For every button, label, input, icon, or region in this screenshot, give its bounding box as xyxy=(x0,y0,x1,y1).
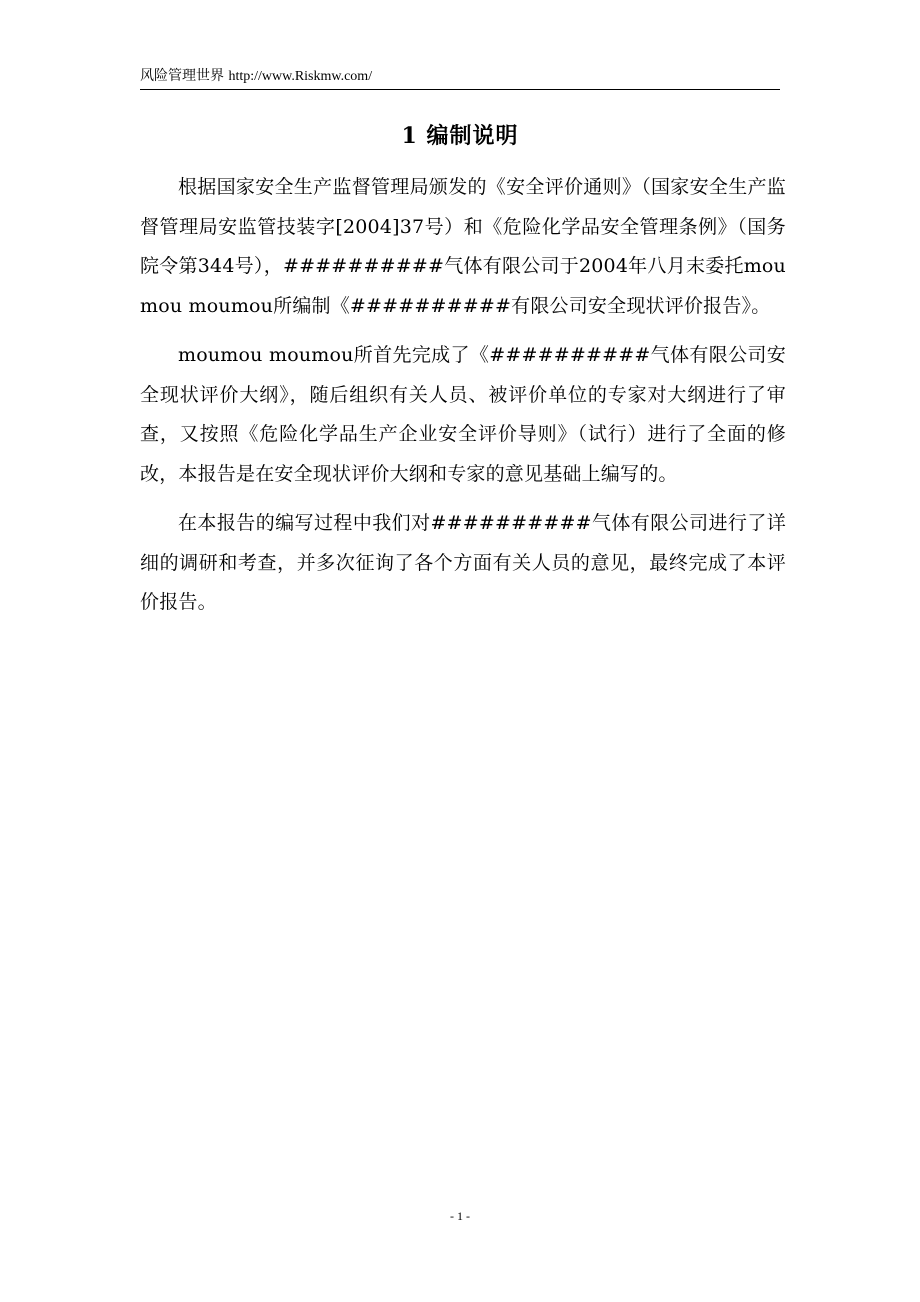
document-body xyxy=(140,168,786,633)
page-number: - 1 - xyxy=(450,1209,470,1223)
section-title: 1 编制说明 xyxy=(401,123,519,149)
paragraph-2: moumou moumou所首先完成了《##########气体有限公司安全现状评价大纲》，随后组织有关人员、被评价单位的专家对大纲进行了审查，又按照《危险化学品生产企业安全评价导则》（试行）进行了全面的修改，本报告是在安全现状评价大纲和专家的意见基础上编写的。 xyxy=(140,344,786,485)
header-site-name: 风险管理世界 xyxy=(140,68,224,84)
header-site-link[interactable]: http://www.Riskmw.com/ xyxy=(228,69,373,84)
page-header xyxy=(140,66,780,90)
paragraph-3: 在本报告的编写过程中我们对##########气体有限公司进行了详细的调研和考查，并多次征询了各个方面有关人员的意见，最终完成了本评价报告。 xyxy=(140,512,786,613)
paragraph-1: 根据国家安全生产监督管理局颁发的《安全评价通则》（国家安全生产监督管理局安监管技装字[2004]37号）和《危险化学品安全管理条例》（国务院令第344号），##########气体有限公司于2004年八月末委托moumou moumou所编制《##########有限公司安全现状评价报告》。 xyxy=(140,176,786,317)
